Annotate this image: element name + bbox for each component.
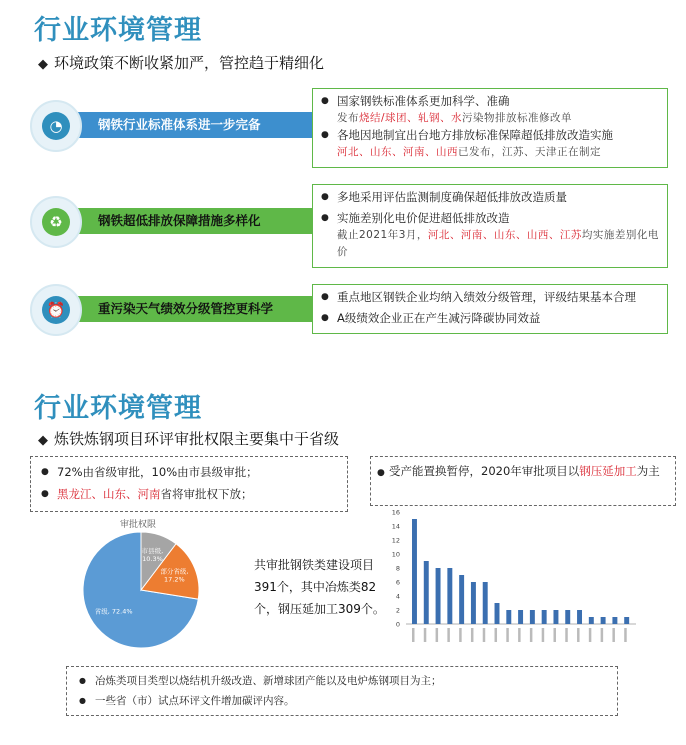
x-tick-label-mark xyxy=(506,628,509,642)
footnote-item: ● 一些省（市）试点环评文件增加碳评内容。 xyxy=(79,691,605,711)
section2-subhead xyxy=(38,428,339,449)
bar xyxy=(412,519,417,624)
x-tick-label-mark xyxy=(589,628,592,642)
category-underline xyxy=(70,320,340,322)
footnote-box xyxy=(66,666,618,716)
bar xyxy=(424,561,429,624)
detail-item xyxy=(321,310,659,327)
subtext-part: 已发布，江苏、天津正在制定 xyxy=(458,146,601,158)
section2-title: 行业环境管理 xyxy=(34,393,202,424)
category-row-grading xyxy=(30,282,670,338)
x-tick-label-mark xyxy=(471,628,474,642)
section1-title: 行业环境管理 xyxy=(34,15,202,46)
bar xyxy=(577,610,582,624)
subtext-part-highlight: 烧结/球团、轧钢、水 xyxy=(359,112,463,124)
provinces-highlight: 黑龙江、山东、河南 xyxy=(57,487,161,501)
x-tick-label-mark xyxy=(412,628,415,642)
bar xyxy=(506,610,511,624)
bar xyxy=(495,603,500,624)
y-tick-label: 8 xyxy=(395,564,400,573)
x-tick-label-mark xyxy=(565,628,568,642)
x-tick-label-mark xyxy=(424,628,427,642)
bullet-icon: ● xyxy=(377,468,385,478)
alarm-clock-icon: ⏰ xyxy=(42,296,70,324)
trend-text: 为主 xyxy=(636,464,660,478)
x-tick-label-mark xyxy=(577,628,580,642)
bar xyxy=(471,582,476,624)
category-row-standards xyxy=(30,88,670,168)
bar xyxy=(612,617,617,624)
subtext-part-highlight: 河北、河南、山东、山西、江苏 xyxy=(427,229,582,241)
bar xyxy=(447,568,452,624)
x-tick-label-mark xyxy=(436,628,439,642)
detail-item-text: ● A级绩效企业正在产生减污降碳协同效益 xyxy=(337,311,541,325)
bar xyxy=(518,610,523,624)
x-tick-label-mark xyxy=(483,628,486,642)
bar xyxy=(436,568,441,624)
section1-subhead-text: 环境政策不断收紧加严，管控趋于精细化 xyxy=(54,54,325,72)
detail-item-text: ● 国家钢铁标准体系更加科学、准确 xyxy=(337,94,510,108)
approval-item xyxy=(41,483,337,505)
pie-slice-label: 市县级, 10.3% xyxy=(141,546,164,563)
approval-item-text: 省将审批权下放； xyxy=(160,487,253,501)
bar xyxy=(589,617,594,624)
bar xyxy=(459,575,464,624)
category-label-measures: 钢铁超低排放保障措施多样化 xyxy=(70,208,342,234)
x-tick-label-mark xyxy=(612,628,615,642)
y-tick-label: 2 xyxy=(395,606,400,615)
x-tick-label-mark xyxy=(542,628,545,642)
subtext-part: 污染物排放标准修改单 xyxy=(462,112,573,124)
approval-item-text: 72%由省级审批，10%由市县级审批； xyxy=(57,465,258,479)
approval-level-box xyxy=(30,456,348,512)
x-tick-label-mark xyxy=(518,628,521,642)
detail-item-text: ● 各地因地制宜出台地方排放标准保障超低排放改造实施 xyxy=(337,128,613,142)
bar xyxy=(483,582,488,624)
diamond-bullet-icon: ◆ xyxy=(38,433,48,448)
detail-item-subtext xyxy=(337,110,659,127)
bar xyxy=(530,610,535,624)
detail-item-subtext xyxy=(337,227,659,261)
pie-chart-title: 审批权限 xyxy=(120,520,157,530)
pie-icon: ◔ xyxy=(42,112,70,140)
category-badge xyxy=(30,100,82,152)
section2-subhead-text: 炼铁炼钢项目环评审批权限主要集中于省级 xyxy=(54,430,340,448)
y-tick-label: 0 xyxy=(395,620,400,629)
detail-item-subtext xyxy=(337,144,659,161)
y-tick-label: 10 xyxy=(391,550,400,559)
summary-text: 共审批钢铁类建设项目391个，其中冶炼类82个，钢压延加工309个。 xyxy=(254,558,385,616)
bar xyxy=(565,610,570,624)
y-tick-label: 12 xyxy=(391,536,400,545)
diamond-bullet-icon: ◆ xyxy=(38,57,48,72)
approval-authority-pie-chart xyxy=(66,528,216,658)
category-row-measures xyxy=(30,184,670,268)
x-tick-label-mark xyxy=(447,628,450,642)
x-tick-label-mark xyxy=(601,628,604,642)
trend-highlight: 钢压延加工 xyxy=(579,464,637,478)
detail-item-text: ● 实施差别化电价促进超低排放改造 xyxy=(337,211,510,225)
x-tick-label-mark xyxy=(553,628,556,642)
x-tick-label-mark xyxy=(624,628,627,642)
bar xyxy=(542,610,547,624)
footnote-item: ● 冶炼类项目类型以烧结机升级改造、新增球团产能以及电炉炼钢项目为主； xyxy=(79,671,605,691)
detail-item-text: ● 重点地区钢铁企业均纳入绩效分级管理，评级结果基本合理 xyxy=(337,290,636,304)
detail-item xyxy=(321,127,659,161)
pie-slice-label: 省级, 72.4% xyxy=(94,607,133,616)
subtext-part-highlight: 河北、山东、河南、山西 xyxy=(337,146,458,158)
bar xyxy=(553,610,558,624)
x-tick-label-mark xyxy=(459,628,462,642)
y-tick-label: 6 xyxy=(395,578,400,587)
x-tick-label-mark xyxy=(530,628,533,642)
detail-item xyxy=(321,289,659,306)
recycle-icon: ♻ xyxy=(42,208,70,236)
section1-subhead xyxy=(38,52,324,73)
trend-text: 受产能置换暂停，2020年审批项目以 xyxy=(389,464,580,478)
category-badge xyxy=(30,284,82,336)
detail-item xyxy=(321,93,659,127)
x-tick-label-mark xyxy=(495,628,498,642)
category-underline xyxy=(70,232,340,234)
detail-item-text: ● 多地采用评估监测制度确保超低排放改造质量 xyxy=(337,190,567,204)
category-label-grading: 重污染天气绩效分级管控更科学 xyxy=(70,296,342,322)
category-badge xyxy=(30,196,82,248)
category-detail-box xyxy=(312,184,668,268)
category-detail-box xyxy=(312,284,668,334)
category-underline xyxy=(70,136,340,138)
bar xyxy=(624,617,629,624)
pie-slice-label: 部分省级, 17.2% xyxy=(160,567,189,584)
y-tick-label: 14 xyxy=(391,522,400,531)
category-detail-box xyxy=(312,88,668,168)
bar xyxy=(601,617,606,624)
detail-item xyxy=(321,189,659,206)
approval-item xyxy=(41,461,337,483)
subtext-part: 发布 xyxy=(337,112,359,124)
detail-item xyxy=(321,210,659,261)
subtext-part: 均实施差别化电价 xyxy=(337,229,659,258)
category-label-standards: 钢铁行业标准体系进一步完备 xyxy=(70,112,342,138)
approval-trend-box xyxy=(370,456,676,506)
y-tick-label: 4 xyxy=(395,592,400,601)
approved-projects-bar-chart xyxy=(384,506,646,658)
y-tick-label: 16 xyxy=(391,508,400,517)
subtext-part: 截止2021年3月， xyxy=(337,229,428,241)
